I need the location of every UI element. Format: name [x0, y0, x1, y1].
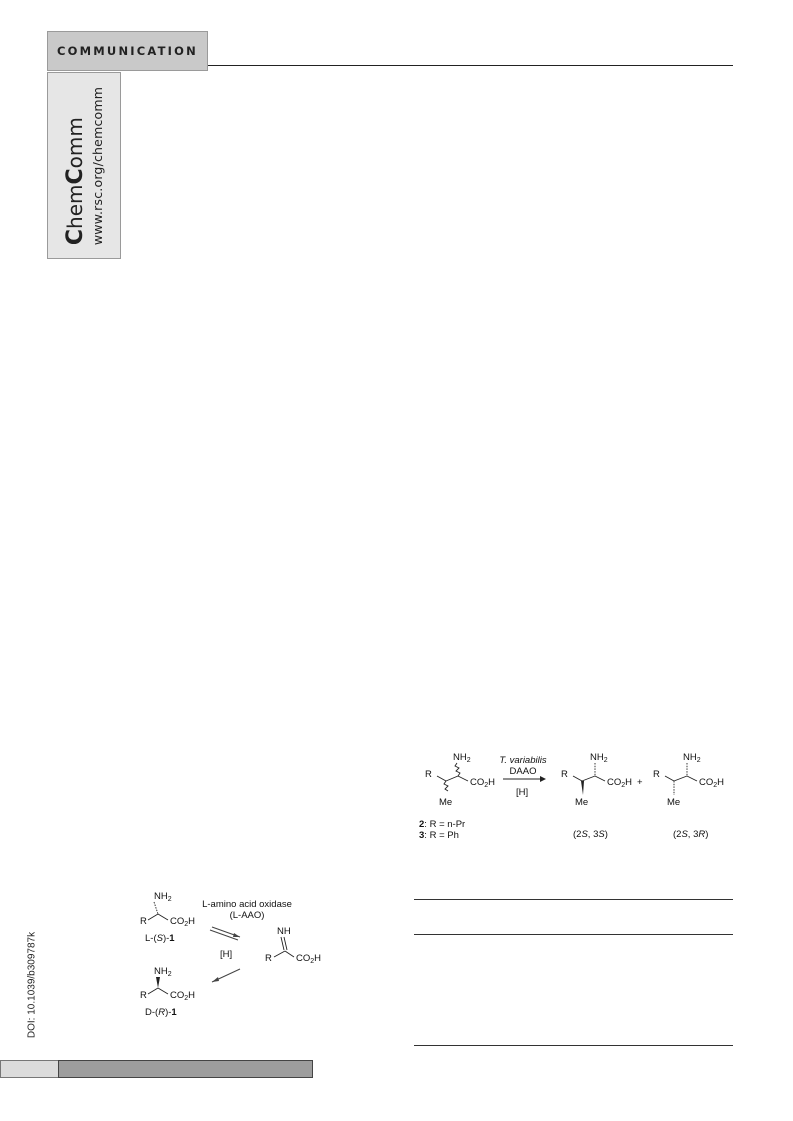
- enzyme-abbrev: (L-AAO): [229, 910, 265, 921]
- product-2s3s: [561, 752, 632, 840]
- svg-text:CO2H: $CO_2H$: [470, 777, 496, 789]
- svg-text:CO2H: $CO_2H$: [170, 990, 196, 1002]
- molecule-l-1: [140, 891, 195, 944]
- wedge-bond: [156, 977, 160, 988]
- section-tab: [47, 31, 208, 71]
- table-bottom-rule: [414, 1045, 733, 1046]
- svg-text:NH2: $NH_2$: [683, 752, 701, 764]
- svg-text:NH2: $NH_2$: [154, 966, 172, 978]
- svg-text:Me: Me: [575, 797, 589, 808]
- compound-2-def: 2: R = n-Pr: [419, 819, 466, 830]
- journal-name-part-1: hem: [63, 184, 87, 229]
- product-1-label: (2S, 3S): [573, 829, 608, 840]
- journal-initial-2: C: [63, 167, 88, 184]
- footer-bar-dark: [58, 1060, 313, 1078]
- journal-url[interactable]: www.rsc.org/chemcomm: [90, 86, 105, 245]
- journal-brand: [63, 86, 105, 244]
- footer-bar-light: [0, 1060, 59, 1078]
- wavy-bond: [455, 763, 460, 776]
- compound-label-l1: L-(S)-1: [145, 933, 175, 944]
- product-2-label: (2S, 3R): [673, 829, 709, 840]
- bond: [158, 914, 168, 920]
- nh2-label: $NH_2$: [154, 891, 172, 903]
- svg-text:CO2H: $CO_2H$: [607, 777, 633, 789]
- imine-nh-label: NH: [277, 926, 291, 937]
- hashed-bond: [154, 902, 158, 914]
- svg-text:NH2: $NH_2$: [590, 752, 608, 764]
- organism-label: T. variabilis: [499, 755, 547, 766]
- svg-text:CO2H: $CO_2H$: [296, 953, 322, 965]
- reductant-label: [H]: [220, 949, 233, 960]
- header-rule: [208, 65, 733, 66]
- svg-text:R: R: [653, 769, 660, 780]
- substrate-molecule: [419, 752, 495, 841]
- enzyme-label: DAAO: [509, 766, 537, 777]
- bond: [148, 914, 158, 920]
- plus-sign: +: [637, 777, 643, 788]
- journal-initial-1: C: [63, 228, 88, 245]
- table-header-rule: [414, 934, 733, 935]
- svg-text:R: R: [561, 769, 568, 780]
- molecule-d-1: [140, 966, 195, 1018]
- compound-3-def: 3: R = Ph: [419, 830, 459, 841]
- journal-name-part-2: omm: [63, 116, 87, 168]
- reductant-label: [H]: [516, 787, 529, 798]
- doi-text: DOI: 10.1039/b309787k: [26, 931, 38, 1039]
- r-label: R: [140, 916, 147, 927]
- svg-text:Me: Me: [667, 797, 681, 808]
- nh2-label: $NH_2$: [453, 752, 471, 764]
- section-label: COMMUNICATION: [57, 44, 198, 58]
- table-top-rule: [414, 899, 733, 900]
- journal-strip: [47, 72, 121, 259]
- svg-text:CO2H: $CO_2H$: [699, 777, 725, 789]
- co2h-label: $CO_2H$: [170, 916, 196, 928]
- svg-text:R: R: [140, 990, 147, 1001]
- product-2s3r: [653, 752, 724, 840]
- molecule-imine: [265, 926, 321, 965]
- svg-text:R: R: [425, 769, 432, 780]
- scheme-2: [415, 745, 735, 845]
- scheme-1: [130, 880, 350, 1020]
- svg-text:R: R: [265, 953, 272, 964]
- compound-label-d1: D-(R)-1: [145, 1007, 177, 1018]
- enzyme-label: L-amino acid oxidase: [202, 899, 292, 910]
- svg-text:Me: Me: [439, 797, 453, 808]
